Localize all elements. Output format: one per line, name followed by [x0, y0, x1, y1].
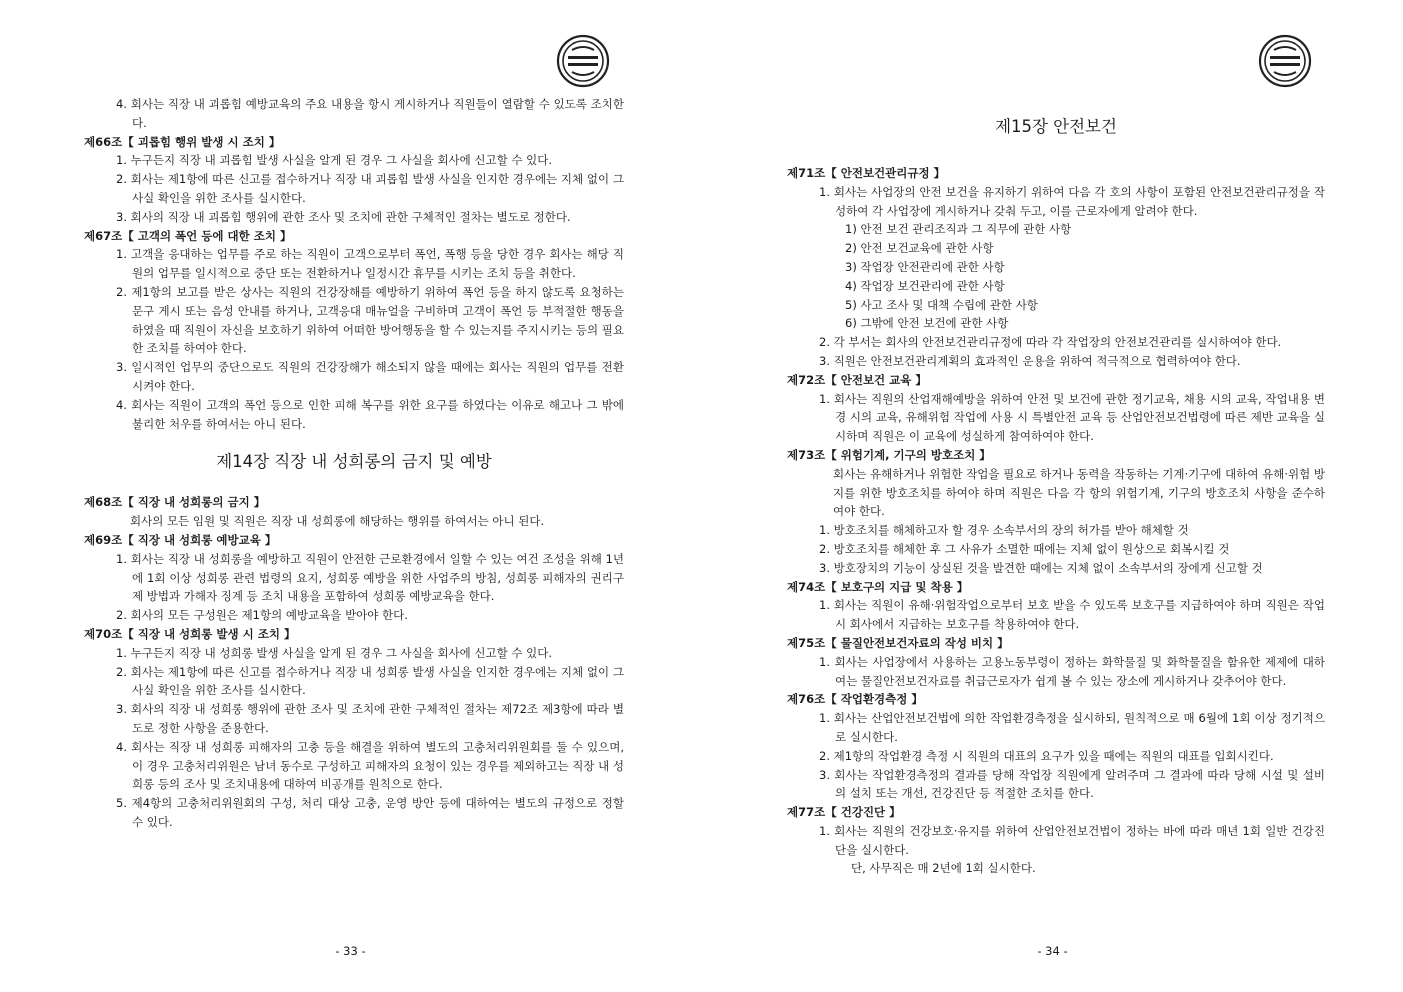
numbered-item: 1. 누구든지 직장 내 괴롭힘 발생 사실을 알게 된 경우 그 사실을 회사에 신고할 수 있다. — [116, 153, 553, 168]
numbered-item: 2. 방호조치를 해체한 후 그 사유가 소멸한 때에는 지체 없이 원상으로 회복시킬 것 — [819, 541, 1230, 556]
page-number: - 34 - — [1037, 944, 1068, 958]
numbered-item: 2. 제1항의 보고를 받은 상사는 직원의 건강장해를 예방하기 위하여 폭언 등을 하지 않도록 요청하는 문구 게시 또는 음성 안내를 하거나, 고객응대 매뉴얼을 구비하며 고객이 폭언 등 부적절한 행동을 하였을 때 직원이 자신을 보호하기 위하여 어떠한 방어행동을 할 수 있는지를 주지시키는 등의 필요한 조치를 하여야 한다. — [116, 284, 624, 356]
article-heading: 제72조【 안전보건 교육 】 — [787, 372, 927, 387]
article-heading: 제74조【 보호구의 지급 및 착용 】 — [787, 579, 969, 594]
numbered-item: 2. 회사는 제1항에 따른 신고를 접수하거나 직장 내 괴롭힘 발생 사실을 인지한 경우에는 지체 없이 그 사실 확인을 위한 조사를 실시한다. — [116, 172, 624, 205]
numbered-item: 3. 회사의 직장 내 성희롱 행위에 관한 조사 및 조치에 관한 구체적인 절차는 제72조 제3항에 따라 별도로 정한 사항을 준용한다. — [116, 702, 624, 735]
numbered-item: 3. 회사는 작업환경측정의 결과를 당해 작업장 직원에게 알려주며 그 결과에 따라 당해 시설 및 설비의 설치 또는 개선, 건강진단 등 적절한 조치를 한다. — [819, 767, 1325, 801]
article-heading: 제73조【 위험기계, 기구의 방호조치 】 — [787, 447, 991, 462]
numbered-item: 4. 회사는 직원이 고객의 폭언 등으로 인한 피해 복구를 위한 요구를 하였다는 이유로 해고나 그 밖에 불리한 처우를 하여서는 아니 된다. — [116, 397, 624, 431]
chapter-title: 제14장 직장 내 성희롱의 금지 및 예방 — [216, 452, 492, 472]
page-number: - 33 - — [335, 944, 366, 958]
article-heading: 제75조【 물질안전보건자료의 작성 비치 】 — [787, 635, 1009, 650]
numbered-item: 1. 회사는 사업장의 안전 보건을 유지하기 위하여 다음 각 호의 사항이 포함된 안전보건관리규정을 작성하여 각 사업장에 게시하거나 갖춰 두고, 이를 근로자에게 알려야 한다. — [819, 184, 1325, 218]
article-heading: 제68조【 직장 내 성희롱의 금지 】 — [84, 495, 266, 510]
numbered-item: 3. 방호장치의 기능이 상실된 것을 발견한 때에는 지체 없이 소속부서의 장에게 신고할 것 — [819, 560, 1263, 575]
numbered-item: 3. 일시적인 업무의 중단으로도 직원의 건강장해가 해소되지 않을 때에는 회사는 직원의 업무를 전환시켜야 한다. — [116, 360, 624, 393]
numbered-item: 1. 회사는 산업안전보건법에 의한 작업환경측정을 실시하되, 원칙적으로 매 6월에 1회 이상 정기적으로 실시한다. — [819, 711, 1325, 744]
numbered-item: 1. 고객을 응대하는 업무를 주로 하는 직원이 고객으로부터 폭언, 폭행 등을 당한 경우 회사는 해당 직원의 업무를 일시적으로 중단 또는 전환하거나 일정시간 휴무를 시키는 조치 등을 취한다. — [116, 247, 624, 281]
sub-item: 1) 안전 보건 관리조직과 그 직무에 관한 사항 — [845, 222, 1072, 237]
numbered-item: 5. 제4항의 고충처리위원회의 구성, 처리 대상 고충, 운영 방안 등에 대하여는 별도의 규정으로 정할 수 있다. — [116, 796, 624, 829]
numbered-item: 1. 누구든지 직장 내 성희롱 발생 사실을 알게 된 경우 그 사실을 회사에 신고할 수 있다. — [116, 645, 553, 660]
numbered-item: 4. 회사는 직장 내 성희롱 피해자의 고충 등을 해결을 위하여 별도의 고충처리위원회를 둘 수 있으며, 이 경우 고충처리위원은 남녀 동수로 구성하고 피해자의 요청이 있는 경우를 제외하고는 직장 내 성희롱 등의 조사 및 조치내용에 대하여 비공개를 원칙으로 한다. — [116, 739, 624, 792]
left-page — [0, 0, 701, 992]
article-heading: 제76조【 작업환경측정 】 — [787, 692, 923, 707]
numbered-item: 1. 회사는 직원의 건강보호·유지를 위하여 산업안전보건법이 정하는 바에 따라 매년 1회 일반 건강진단을 실시한다. — [819, 823, 1325, 857]
numbered-item: 2. 각 부서는 회사의 안전보건관리규정에 따라 각 작업장의 안전보건관리를 실시하여야 한다. — [819, 335, 1282, 350]
article-heading: 제77조【 건강진단 】 — [787, 805, 901, 820]
right-page-content — [787, 112, 1325, 878]
numbered-item: 1. 방호조치를 해체하고자 할 경우 소속부서의 장의 허가를 받아 해체할 것 — [819, 523, 1189, 538]
sub-item: 6) 그밖에 안전 보건에 관한 사항 — [845, 316, 1009, 331]
article-body: 회사의 모든 임원 및 직원은 직장 내 성희롱에 해당하는 행위를 하여서는 아니 된다. — [130, 514, 545, 529]
company-logo-icon — [1258, 34, 1312, 88]
right-page — [702, 0, 1403, 992]
sub-item: 2) 안전 보건교육에 관한 사항 — [845, 241, 994, 256]
numbered-item: 1. 회사는 직원의 산업재해예방을 위하여 안전 및 보건에 관한 정기교육, 채용 시의 교육, 작업내용 변경 시의 교육, 유해위험 작업에 사용 시 특별안전 교육 등 산업안전보건법령에 따른 제반 교육을 실시하며 직원은 이 교육에 성실하게 참여하여야 한다. — [819, 391, 1325, 444]
numbered-item: 1. 회사는 직장 내 성희롱을 예방하고 직원이 안전한 근로환경에서 일할 수 있는 여건 조성을 위해 1년에 1회 이상 성희롱 관련 법령의 요지, 성희롱 예방을 위한 사업주의 방침, 성희롱 피해자의 권리구제 방법과 가해자 징계 등 조치 내용을 포함하여 성희롱 예방교육을 한다. — [116, 551, 624, 604]
company-logo-icon — [556, 34, 610, 88]
numbered-item: 1. 회사는 사업장에서 사용하는 고용노동부령이 정하는 화학물질 및 화학물질을 함유한 제제에 대하여는 물질안전보건자료를 취급근로자가 쉽게 볼 수 있는 장소에 게시하거나 갖추어야 한다. — [819, 654, 1325, 688]
sub-item: 4) 작업장 보건관리에 관한 사항 — [845, 278, 1005, 293]
numbered-item: 2. 제1항의 작업환경 측정 시 직원의 대표의 요구가 있을 때에는 직원의 대표를 입회시킨다. — [819, 748, 1274, 763]
left-page-content — [84, 95, 624, 832]
article-heading: 제67조【 고객의 폭언 등에 대한 조치 】 — [84, 228, 292, 243]
sub-item: 3) 작업장 안전관리에 관한 사항 — [845, 259, 1005, 274]
chapter-title: 제15장 안전보건 — [995, 117, 1117, 136]
numbered-item: 4. 회사는 직장 내 괴롭힘 예방교육의 주요 내용을 항시 게시하거나 직원들이 열람할 수 있도록 조치한다. — [116, 97, 624, 130]
article-heading: 제71조【 안전보건관리규정 】 — [787, 166, 946, 180]
numbered-item: 2. 회사는 제1항에 따른 신고를 접수하거나 직장 내 성희롱 발생 사실을 인지한 경우에는 지체 없이 그 사실 확인을 위한 조사를 실시한다. — [116, 664, 624, 698]
sub-item: 5) 사고 조사 및 대책 수립에 관한 사항 — [845, 297, 1038, 312]
numbered-item: 1. 회사는 직원이 유해·위험작업으로부터 보호 받을 수 있도록 보호구를 지급하여야 하며 직원은 작업 시 회사에서 지급하는 보호구를 착용하여야 한다. — [819, 598, 1325, 632]
article-heading: 제69조【 직장 내 성희롱 예방교육 】 — [84, 532, 277, 547]
numbered-item: 2. 회사의 모든 구성원은 제1항의 예방교육을 받아야 한다. — [116, 608, 408, 623]
article-body: 회사는 유해하거나 위험한 작업을 필요로 하거나 동력을 작동하는 기계·기구에 대하여 유해·위험 방지를 위한 방호조치를 하여야 하며 직원은 다음 각 항의 위험기계, 기구의 방호조치 사항을 준수하여야 한다. — [833, 466, 1325, 519]
numbered-item: 3. 회사의 직장 내 괴롭힘 행위에 관한 조사 및 조치에 관한 구체적인 절차는 별도로 정한다. — [116, 209, 571, 224]
article-heading: 제70조【 직장 내 성희롱 발생 시 조치 】 — [84, 626, 296, 641]
article-note: 단, 사무직은 매 2년에 1회 실시한다. — [851, 861, 1036, 876]
article-heading: 제66조【 괴롭힘 행위 발생 시 조치 】 — [84, 134, 281, 149]
numbered-item: 3. 직원은 안전보건관리계획의 효과적인 운용을 위하여 적극적으로 협력하여야 한다. — [819, 353, 1241, 368]
